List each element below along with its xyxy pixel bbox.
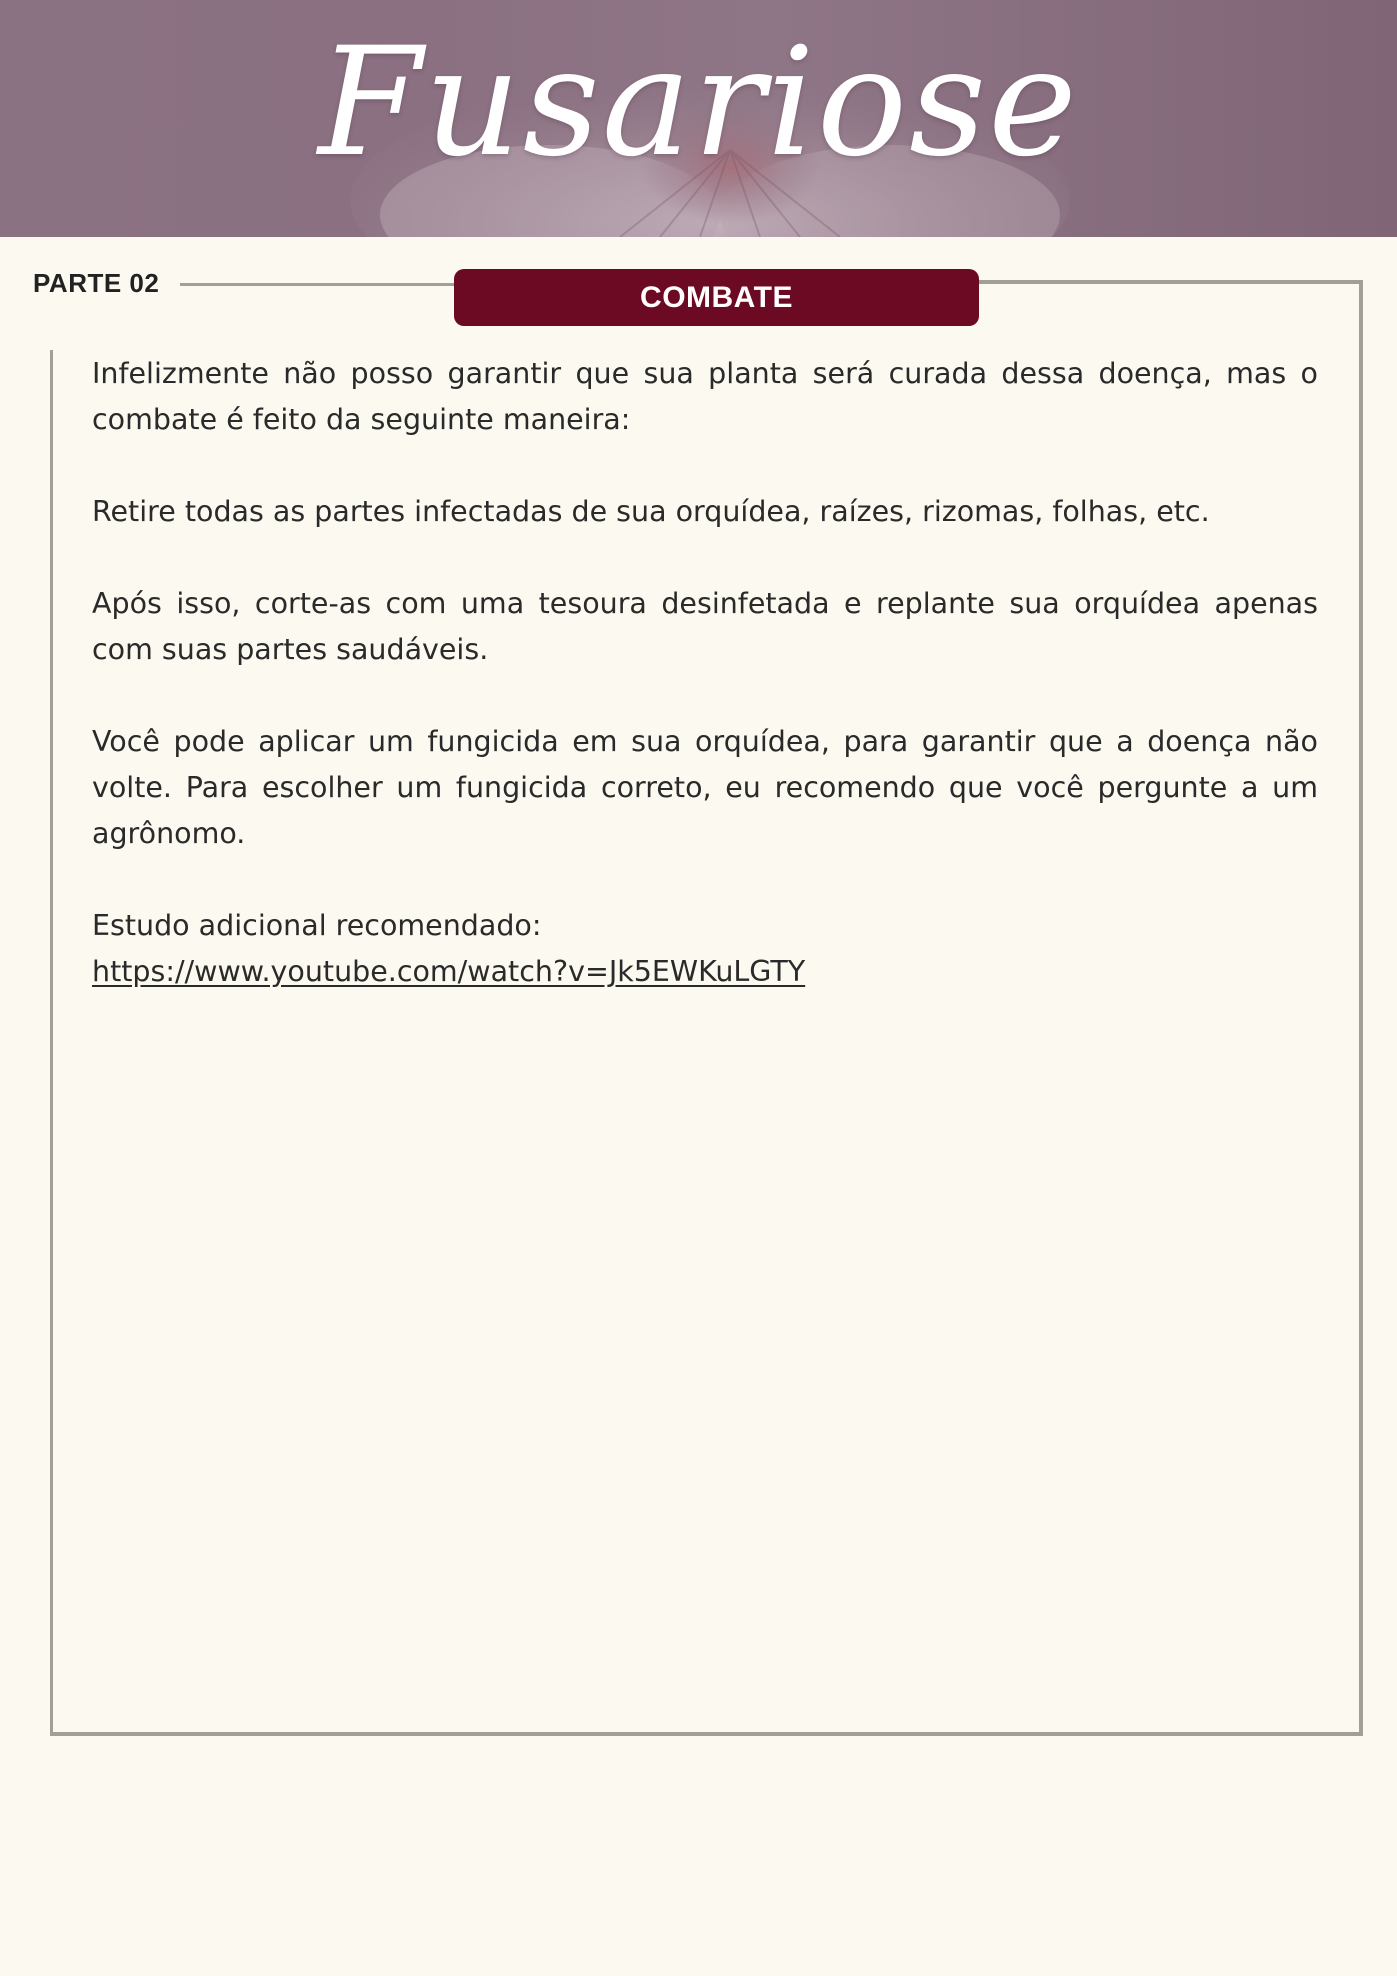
divider-line (180, 283, 465, 286)
further-study-label: Estudo adicional recomendado: (92, 909, 542, 942)
further-study (92, 903, 1318, 995)
paragraph-remove-parts: Retire todas as partes infectadas de sua orquídea, raízes, rizomas, folhas, etc. (92, 495, 1210, 528)
youtube-link[interactable]: https://www.youtube.com/watch?v=Jk5EWKuLGTY (92, 955, 806, 988)
paragraph-fungicide: Você pode aplicar um fungicida em sua orquídea, para garantir que a doença não volte. Para escolher um fungicida correto, eu recomendo que você pergunte a um agrônomo. (92, 725, 1318, 850)
content-body (92, 351, 1318, 995)
section-title-badge: COMBATE (454, 269, 979, 326)
part-label: PARTE 02 (33, 268, 160, 298)
paragraph-intro: Infelizmente não posso garantir que sua planta será curada dessa doença, mas o combate é feito da seguinte maneira: (92, 357, 1318, 436)
header-banner (0, 0, 1397, 237)
paragraph-replant: Após isso, corte-as com uma tesoura desinfetada e replante sua orquídea apenas com suas partes saudáveis. (92, 587, 1318, 666)
page-title: Fusariose (318, 16, 1079, 190)
